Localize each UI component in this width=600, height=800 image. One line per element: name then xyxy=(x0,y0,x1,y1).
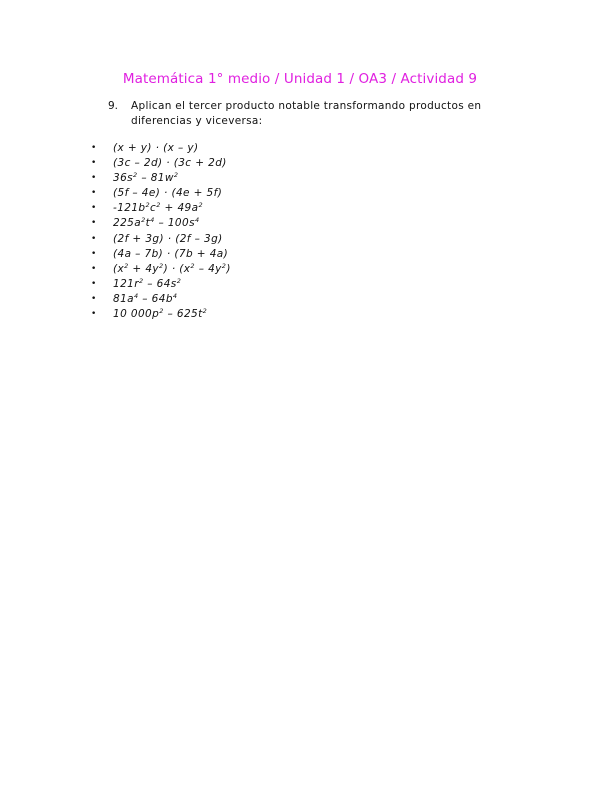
expression: $(x^2 + 4y^2) \cdot (x^2 - 4y^2)$ xyxy=(113,261,231,275)
bullet-icon: • xyxy=(91,173,97,184)
bullet-icon: • xyxy=(91,218,97,229)
bullet-icon: • xyxy=(91,263,97,274)
expression: $-121b^2c^2 + 49a^2$ xyxy=(113,201,203,215)
expression: (x + y) · (x – y) xyxy=(113,142,199,154)
page-title: Matemática 1° medio / Unidad 1 / OA3 / Actividad 9 xyxy=(122,71,478,87)
expression: 10 $000p^2 - 625t^2$ xyxy=(113,307,208,321)
bullet-icon: • xyxy=(91,278,97,289)
bullet-icon: • xyxy=(91,203,97,214)
bullet-icon: • xyxy=(91,293,97,304)
expression: (4a – 7b) · (7b + 4a) xyxy=(113,247,229,260)
expression: $36s^2 - 81w^2$ xyxy=(113,171,179,185)
expression: $81a^4 - 64b^4$ xyxy=(113,291,178,305)
bullet-icon: • xyxy=(91,233,97,244)
bullet-icon: • xyxy=(91,188,97,199)
bullet-icon: • xyxy=(91,143,97,153)
expression: (3c – 2d) · (3c + 2d) xyxy=(113,157,227,170)
bullet-icon: • xyxy=(91,309,97,320)
bullet-icon: • xyxy=(91,158,97,169)
bullet-icon: • xyxy=(91,248,97,259)
exercise-instruction xyxy=(108,99,537,129)
expression: $225a^2t^4 - 100s^4$ xyxy=(113,216,200,230)
expression: (5f – 4e) · (4e + 5f) xyxy=(113,187,223,200)
expression: (2f + 3g) · (2f – 3g) xyxy=(113,232,223,245)
exercise-text: Aplican el tercer producto notable transformando productos en diferencias y viceversa: xyxy=(131,100,482,127)
exercise-number: 9. xyxy=(108,100,119,112)
expression: $121r^2 - 64s^2$ xyxy=(113,276,182,290)
